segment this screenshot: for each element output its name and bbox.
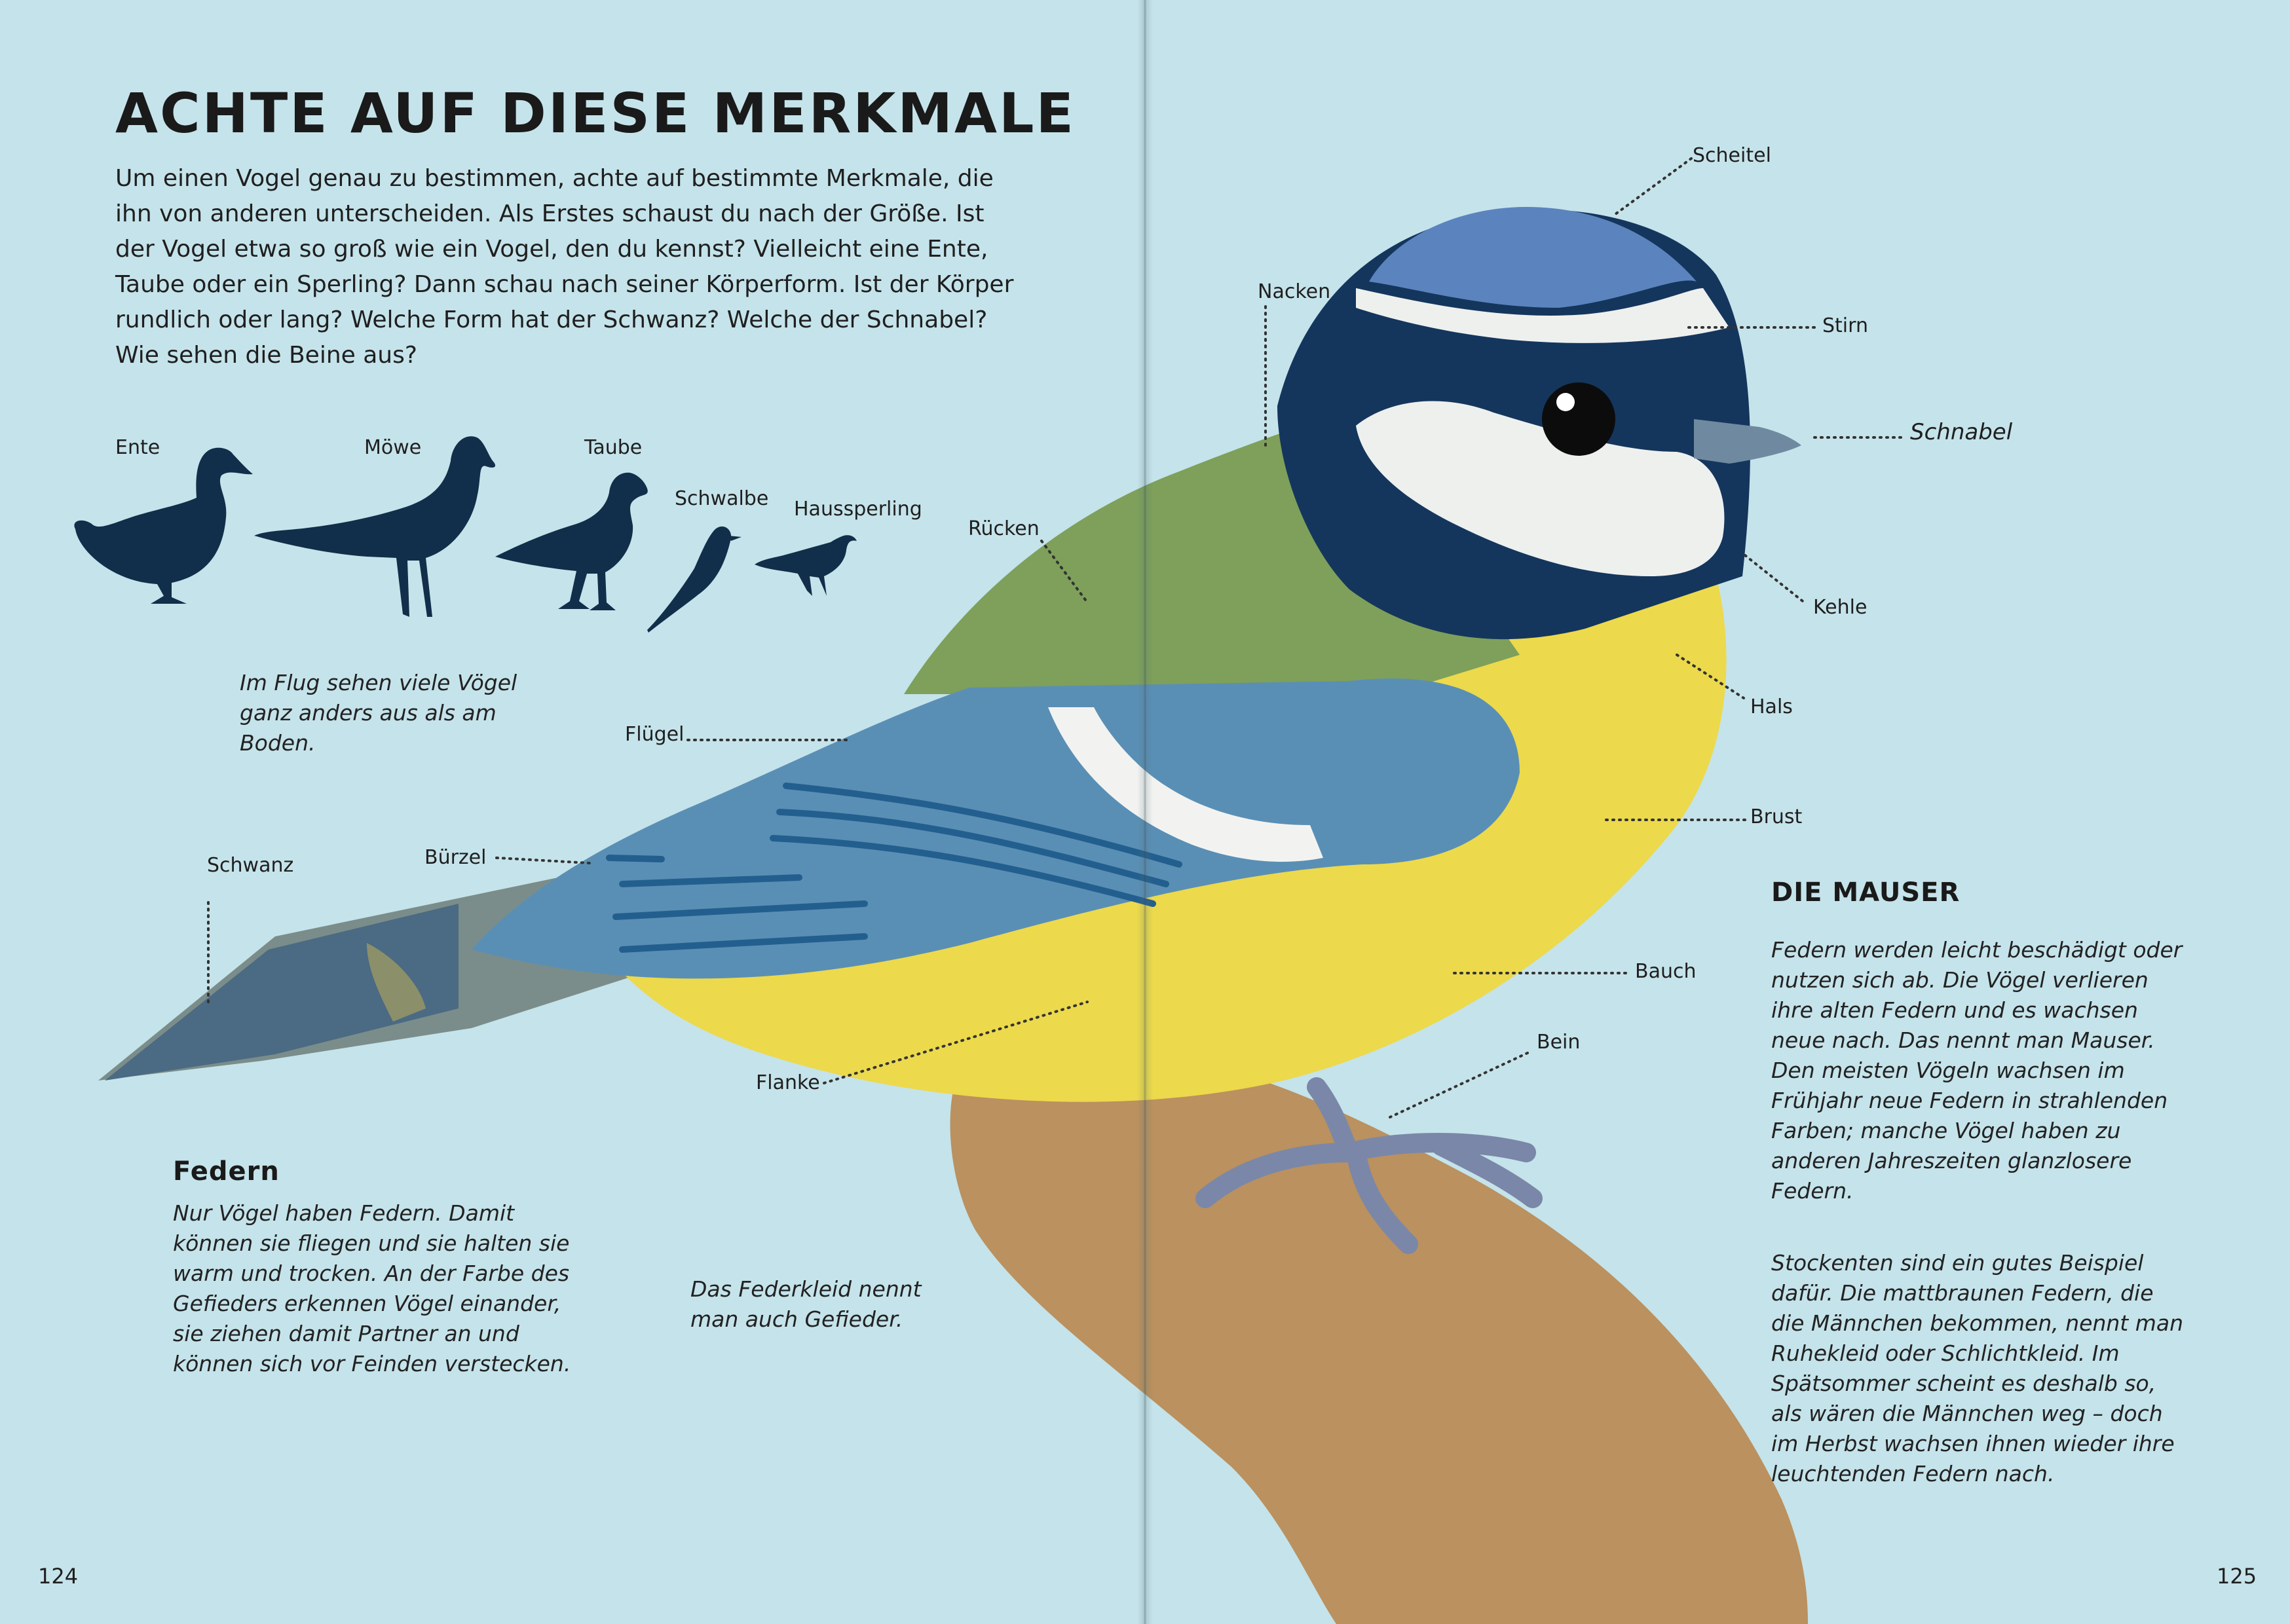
gefieder-note: Das Federkleid nennt man auch Gefieder.	[690, 1276, 922, 1332]
intro-paragraph: Um einen Vogel genau zu bestimmen, achte auf bestimmte Merkmale, die ihn von anderen unterscheiden. Als Erstes schaust du nach der Größe. Ist der Vogel etwa so groß wie ein Vogel, den du kennst? Vielleicht eine Ente, Taube oder ein Sperling? Dann schau nach seiner Körperform. Ist der Körper rundlich oder lang? Welche Form hat der Schwanz? Welche der Schnabel? Wie sehen die Beine aus?	[115, 165, 1014, 369]
label-hals: Hals	[1750, 695, 1793, 718]
silhouette-label-haussperling: Haussperling	[794, 498, 922, 521]
label-nacken: Nacken	[1258, 280, 1331, 303]
label-buerzel: Bürzel	[424, 846, 487, 869]
mauser-paragraph-2: Stockenten sind ein gutes Beispiel dafür. Die mattbraunen Federn, die die Männchen bekommen, nennt man Ruhekleid oder Schlichtkleid. Im Spätsommer scheint es deshalb so, als wären die Männchen weg – doch im Herbst wachsen ihnen wieder ihre leuchtenden Federn nach.	[1771, 1250, 2183, 1486]
label-bein: Bein	[1537, 1031, 1581, 1054]
mauser-paragraph-1: Federn werden leicht beschädigt oder nutzen sich ab. Die Vögel verlieren ihre alten Federn und es wachsen neue nach. Das nennt man Mauser. Den meisten Vögeln wachsen im Frühjahr neue Federn in strahlenden Farben; manche Vögel haben zu anderen Jahreszeiten glanzlosere Federn.	[1771, 937, 2183, 1204]
label-brust: Brust	[1750, 805, 1803, 828]
page-title: ACHTE AUF DIESE MERKMALE	[115, 81, 1076, 145]
label-flanke: Flanke	[756, 1071, 820, 1094]
federn-text: Nur Vögel haben Federn. Damit können sie fliegen und sie halten sie warm und trocken. An der Farbe des Gefieders erkennen Vögel einander, sie ziehen damit Partner an und können sich vor Feinden verstecken.	[173, 1200, 571, 1376]
label-scheitel: Scheitel	[1693, 144, 1771, 167]
label-schwanz: Schwanz	[207, 854, 294, 877]
leader-bein	[1390, 1053, 1528, 1117]
duck-silhouette	[74, 448, 253, 604]
label-schnabel: Schnabel	[1910, 419, 2013, 445]
silhouette-label-ente: Ente	[115, 436, 160, 459]
page-number-right: 125	[2217, 1564, 2257, 1589]
flight-note: Im Flug sehen viele Vögel ganz anders aus als am Boden.	[240, 670, 517, 756]
gull-silhouette	[254, 436, 495, 617]
label-ruecken: Rücken	[968, 517, 1040, 540]
label-fluegel: Flügel	[625, 723, 685, 746]
label-bauch: Bauch	[1635, 960, 1697, 983]
silhouette-label-moewe: Möwe	[364, 436, 422, 459]
pigeon-silhouette	[495, 473, 648, 610]
bird-beak	[1694, 419, 1801, 464]
swallow-silhouette	[647, 526, 741, 633]
bird-eye	[1542, 382, 1615, 456]
silhouette-label-taube: Taube	[584, 436, 643, 459]
mauser-heading: DIE MAUSER	[1771, 877, 1961, 908]
book-gutter	[1137, 0, 1153, 1624]
leader-scheitel	[1613, 158, 1691, 216]
leader-kehle	[1745, 555, 1803, 601]
silhouettes	[74, 436, 857, 633]
label-stirn: Stirn	[1822, 314, 1868, 337]
page-number-left: 124	[38, 1564, 79, 1589]
sparrow-silhouette	[755, 535, 857, 596]
silhouette-label-schwalbe: Schwalbe	[675, 487, 769, 510]
leader-buerzel	[497, 858, 590, 863]
label-kehle: Kehle	[1813, 596, 1868, 619]
federn-heading: Federn	[173, 1156, 280, 1187]
